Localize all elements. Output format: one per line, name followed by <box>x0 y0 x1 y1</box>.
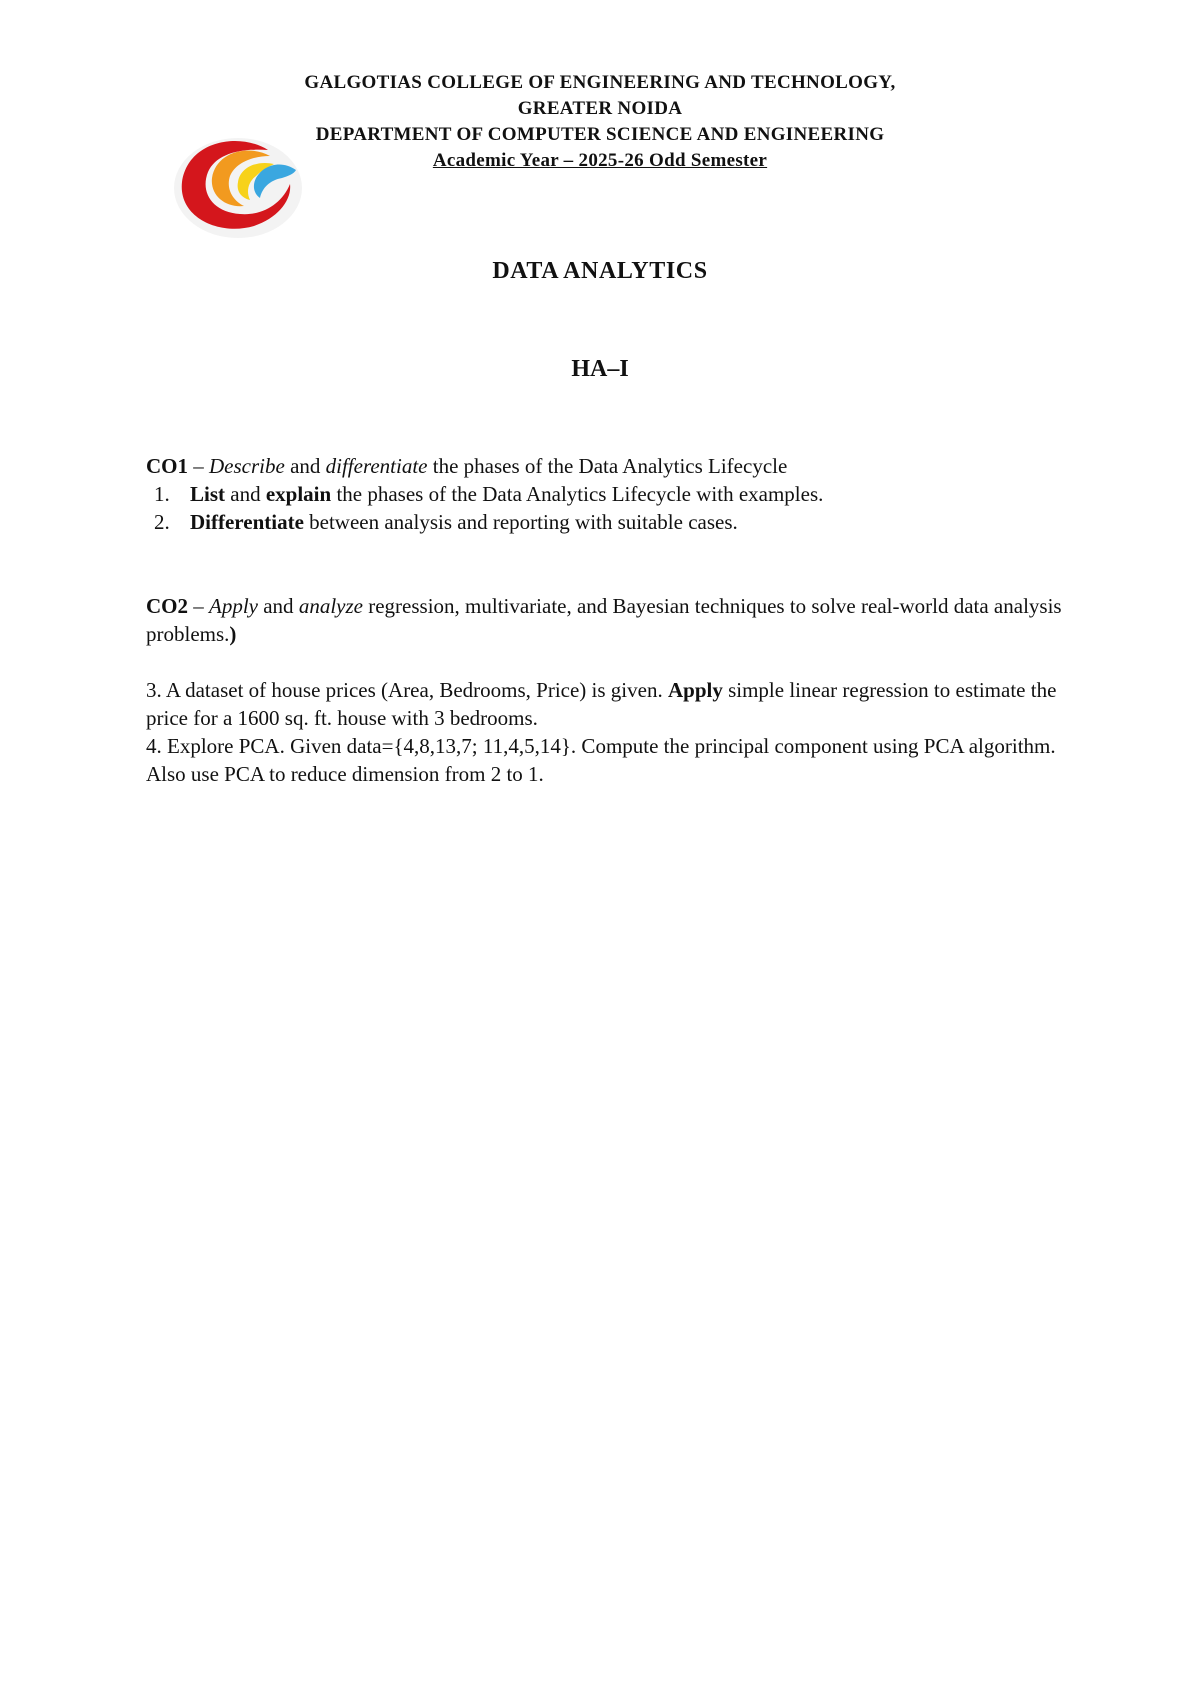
co2-verb-analyze: analyze <box>298 594 363 618</box>
co2-close-paren: ) <box>229 622 237 646</box>
q3-rest: simple linear regression to estimate the price for a 1600 sq. ft. house with 3 bedrooms. <box>146 678 1057 730</box>
co2-section <box>146 592 1066 648</box>
college-name: GALGOTIAS COLLEGE OF ENGINEERING AND TECHNOLOGY, <box>304 72 896 93</box>
assignment-title: HA–I <box>571 356 629 382</box>
co1-section <box>146 452 1066 536</box>
department-name: DEPARTMENT OF COMPUTER SCIENCE AND ENGINEERING <box>315 124 885 145</box>
q3-bold-apply: Apply <box>667 678 723 702</box>
co1-rest: the phases of the Data Analytics Lifecycle <box>427 454 788 478</box>
college-city: GREATER NOIDA <box>517 98 683 119</box>
q1-bold-list: List <box>190 482 226 506</box>
co1-code: CO1 <box>146 454 188 478</box>
co2-dash: – <box>188 594 209 618</box>
co2-verb-apply: Apply <box>209 594 258 618</box>
q2-bold-differentiate: Differentiate <box>190 510 304 534</box>
co1-heading <box>146 452 1066 480</box>
co1-verb-describe: Describe <box>209 454 285 478</box>
co1-verb-differentiate: differentiate <box>325 454 428 478</box>
co1-and: and <box>284 454 326 478</box>
academic-year: Academic Year – 2025-26 Odd Semester <box>432 150 768 171</box>
q1-bold-explain: explain <box>265 482 332 506</box>
question-1 <box>154 480 1066 508</box>
subject-title: DATA ANALYTICS <box>492 258 708 284</box>
question-number: 2. <box>154 510 170 534</box>
q1-rest: the phases of the Data Analytics Lifecycle with examples. <box>331 482 824 506</box>
q1-mid: and <box>225 482 266 506</box>
co1-dash: – <box>188 454 209 478</box>
q2-rest: between analysis and reporting with suitable cases. <box>303 510 738 534</box>
q3-prefix: 3. A dataset of house prices (Area, Bedrooms, Price) is given. <box>146 678 668 702</box>
co2-heading <box>146 592 1066 648</box>
question-number: 1. <box>154 482 170 506</box>
question-3 <box>146 676 1066 732</box>
question-4: 4. Explore PCA. Given data={4,8,13,7; 11,4,5,14}. Compute the principal component using PCA algorithm. Also use PCA to reduce dimension from 2 to 1. <box>146 734 1056 786</box>
co2-questions <box>146 676 1066 788</box>
co2-and: and <box>257 594 299 618</box>
question-2 <box>154 508 1066 536</box>
co2-rest: regression, multivariate, and Bayesian techniques to solve real-world data analysis problems. <box>146 594 1062 646</box>
co1-question-list <box>146 480 1066 536</box>
college-logo-icon <box>170 130 310 240</box>
co2-code: CO2 <box>146 594 188 618</box>
